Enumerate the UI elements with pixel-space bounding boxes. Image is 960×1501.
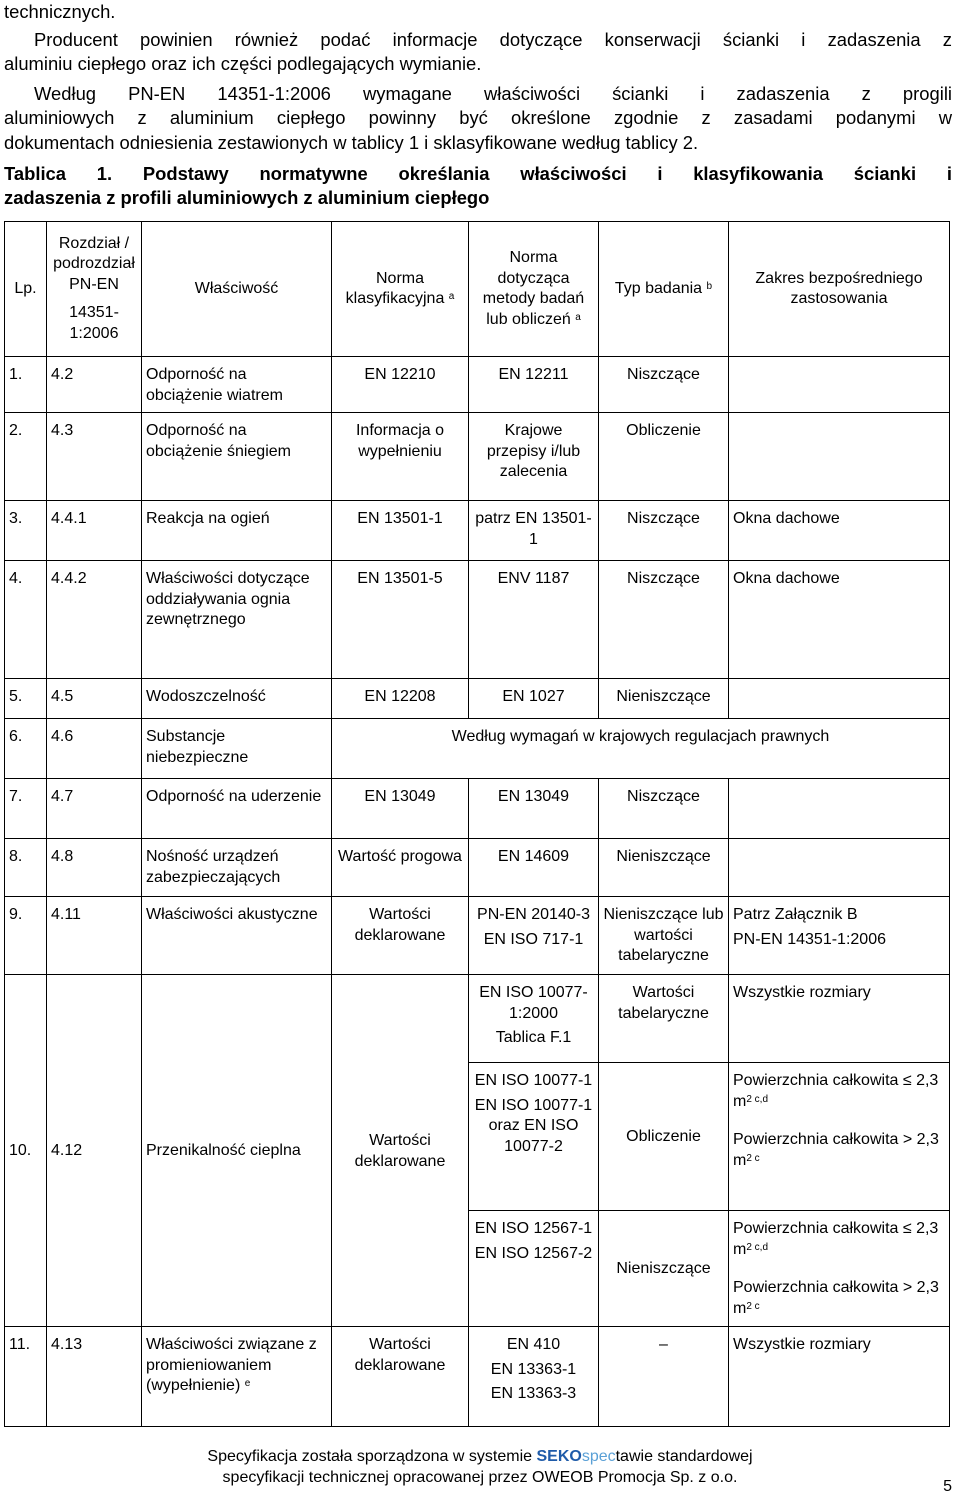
cell-wlasciwosc: Właściwości dotyczące oddziaływania ognia zewnętrznego [142,561,332,679]
cell-lp: 1. [5,357,47,413]
cell-lp: 5. [5,679,47,719]
page-footer [0,1446,960,1488]
cell-lp: 8. [5,839,47,897]
cell-zakres [729,779,950,839]
cell-merged-requirement: Według wymagań w krajowych regulacjach prawnych [332,719,950,779]
cell-rozdzial: 4.6 [47,719,142,779]
table-row [5,679,950,719]
cell-wlasciwosc: Właściwości związane z promieniowaniem (wypełnienie) $^e$ [142,1327,332,1427]
cell-norma-klas: Wartości deklarowane [332,1327,469,1427]
header-lp: Lp. [5,222,47,357]
cell-norma-metoda: EN 410 EN 13363-1 EN 13363-3 [469,1327,599,1427]
header-rozdzial: Rozdział / podrozdział PN-EN 14351-1:2006 [47,222,142,357]
table-title-line: zadaszenia z profili aluminiowych z aluminium ciepłego [4,187,490,209]
cell-rozdzial: 4.5 [47,679,142,719]
header-norma-klasyfikacyjna: Norma klasyfikacyjna $^a$ [332,222,469,357]
cell-zakres: Okna dachowe [729,501,950,561]
cell-norma-klas: Wartości deklarowane [332,975,469,1327]
cell-norma-klas: EN 12210 [332,357,469,413]
cell-typ: Nieniszczące [599,679,729,719]
cell-lp: 4. [5,561,47,679]
cell-norma-klas: Wartości deklarowane [332,897,469,975]
table-row [5,719,950,779]
table-row [5,357,950,413]
cell-wlasciwosc: Odporność na uderzenie [142,779,332,839]
cell-rozdzial: 4.4.2 [47,561,142,679]
cell-zakres: Okna dachowe [729,561,950,679]
cell-typ: Niszczące [599,561,729,679]
paragraph-conservation [4,28,952,77]
footer-line: Specyfikacja została sporządzona w systemie SEKOspectawie standardowej [207,1448,753,1465]
cell-lp: 6. [5,719,47,779]
table-row [5,501,950,561]
cell-zakres: Wszystkie rozmiary [729,1327,950,1427]
cell-wlasciwosc: Właściwości akustyczne [142,897,332,975]
cell-zakres [729,839,950,897]
cell-zakres: Powierzchnia całkowita ≤ 2,3 $m^{2 c,d}$ Powierzchnia całkowita > 2,3 $m^{2 c}$ [729,1063,950,1211]
cell-zakres: Powierzchnia całkowita ≤ 2,3 $m^{2 c,d}$ Powierzchnia całkowita > 2,3 $m^{2 c}$ [729,1211,950,1327]
cell-wlasciwosc: Wodoszczelność [142,679,332,719]
table-row [5,779,950,839]
intro-line: technicznych. [4,1,116,22]
cell-zakres [729,357,950,413]
cell-typ: Nieniszczące lub wartości tabelaryczne [599,897,729,975]
cell-norma-metoda: EN ISO 12567-1 EN ISO 12567-2 [469,1211,599,1327]
header-norma-metody: Norma dotycząca metody badań lub obliczeń $^a$ [469,222,599,357]
header-typ-badania: Typ badania $^b$ [599,222,729,357]
paragraph-line: aluminiu ciepłego oraz ich części podlegających wymianie. [4,53,482,75]
cell-rozdzial: 4.2 [47,357,142,413]
header-zakres: Zakres bezpośredniego zastosowania [729,222,950,357]
paragraph-line: Według PN-EN 14351-1:2006 wymagane właściwości ścianki i zadaszenia z progili [34,83,952,104]
cell-typ: Obliczenie [599,1063,729,1211]
table-row [5,839,950,897]
paragraph-line: aluminiowych z aluminium ciepłego powinny być określone zgodnie z zasadami podanymi w [4,107,952,129]
table-title [4,162,952,211]
seko-logo-text: SEKO [536,1448,582,1465]
paragraph-standards [4,82,952,155]
cell-norma-metoda: EN ISO 10077-1 EN ISO 10077-1 oraz EN ISO 10077-2 [469,1063,599,1211]
cell-norma-metoda: EN 13049 [469,779,599,839]
cell-typ: Wartości tabelaryczne [599,975,729,1063]
spec-logo-text: spec [581,1448,616,1465]
cell-typ: Nieniszczące [599,1211,729,1327]
cell-lp: 9. [5,897,47,975]
cell-zakres [729,679,950,719]
cell-zakres: Wszystkie rozmiary [729,975,950,1063]
cell-norma-metoda: EN 12211 [469,357,599,413]
cell-lp: 2. [5,413,47,501]
table-row [5,1327,950,1427]
cell-wlasciwosc: Reakcja na ogień [142,501,332,561]
cell-norma-metoda: PN-EN 20140-3 EN ISO 717-1 [469,897,599,975]
cell-typ: Niszczące [599,779,729,839]
cell-norma-klas: EN 13501-1 [332,501,469,561]
cell-wlasciwosc: Nośność urządzeń zabezpieczających [142,839,332,897]
header-wlasciwosc: Właściwość [142,222,332,357]
cell-norma-metoda: EN 1027 [469,679,599,719]
cell-norma-klas: EN 13049 [332,779,469,839]
cell-norma-metoda: ENV 1187 [469,561,599,679]
cell-norma-klas: EN 13501-5 [332,561,469,679]
cell-lp: 11. [5,1327,47,1427]
cell-norma-metoda: EN 14609 [469,839,599,897]
paragraph-line: Producent powinien również podać informacje dotyczące konserwacji ścianki i zadaszenia z [34,29,952,50]
cell-typ: Obliczenie [599,413,729,501]
cell-zakres [729,413,950,501]
cell-typ: Niszczące [599,501,729,561]
cell-norma-metoda: EN ISO 10077-1:2000 Tablica F.1 [469,975,599,1063]
cell-norma-metoda: patrz EN 13501-1 [469,501,599,561]
table-row [5,897,950,975]
cell-wlasciwosc: Przenikalność cieplna [142,975,332,1327]
cell-rozdzial: 4.12 [47,975,142,1327]
table-row [5,413,950,501]
cell-norma-klas: Wartość progowa [332,839,469,897]
cell-rozdzial: 4.4.1 [47,501,142,561]
cell-lp: 3. [5,501,47,561]
table-header-row [5,222,950,357]
cell-rozdzial: 4.3 [47,413,142,501]
cell-typ: Nieniszczące [599,839,729,897]
cell-rozdzial: 4.13 [47,1327,142,1427]
cell-rozdzial: 4.8 [47,839,142,897]
table-title-line: Tablica 1. Podstawy normatywne określania właściwości i klasyfikowania ścianki i [4,163,952,184]
cell-wlasciwosc: Odporność na obciążenie wiatrem [142,357,332,413]
cell-typ: – [599,1327,729,1427]
cell-wlasciwosc: Substancje niebezpieczne [142,719,332,779]
cell-lp: 10. [5,975,47,1327]
cell-lp: 7. [5,779,47,839]
cell-norma-klas: Informacja o wypełnieniu [332,413,469,501]
cell-zakres: Patrz Załącznik B PN-EN 14351-1:2006 [729,897,950,975]
footer-line: specyfikacji technicznej opracowanej przez OWEOB Promocja Sp. z o.o. [222,1469,738,1486]
cell-rozdzial: 4.7 [47,779,142,839]
cell-typ: Niszczące [599,357,729,413]
intro-text [4,0,952,24]
cell-norma-klas: EN 12208 [332,679,469,719]
standards-table [4,221,950,1427]
cell-wlasciwosc: Odporność na obciążenie śniegiem [142,413,332,501]
cell-norma-metoda: Krajowe przepisy i/lub zalecenia [469,413,599,501]
paragraph-line: dokumentach odniesienia zestawionych w tablicy 1 i sklasyfikowane według tablicy 2. [4,131,699,153]
table-row [5,561,950,679]
table-row [5,975,950,1063]
cell-rozdzial: 4.11 [47,897,142,975]
page-number: 5 [943,1478,952,1495]
